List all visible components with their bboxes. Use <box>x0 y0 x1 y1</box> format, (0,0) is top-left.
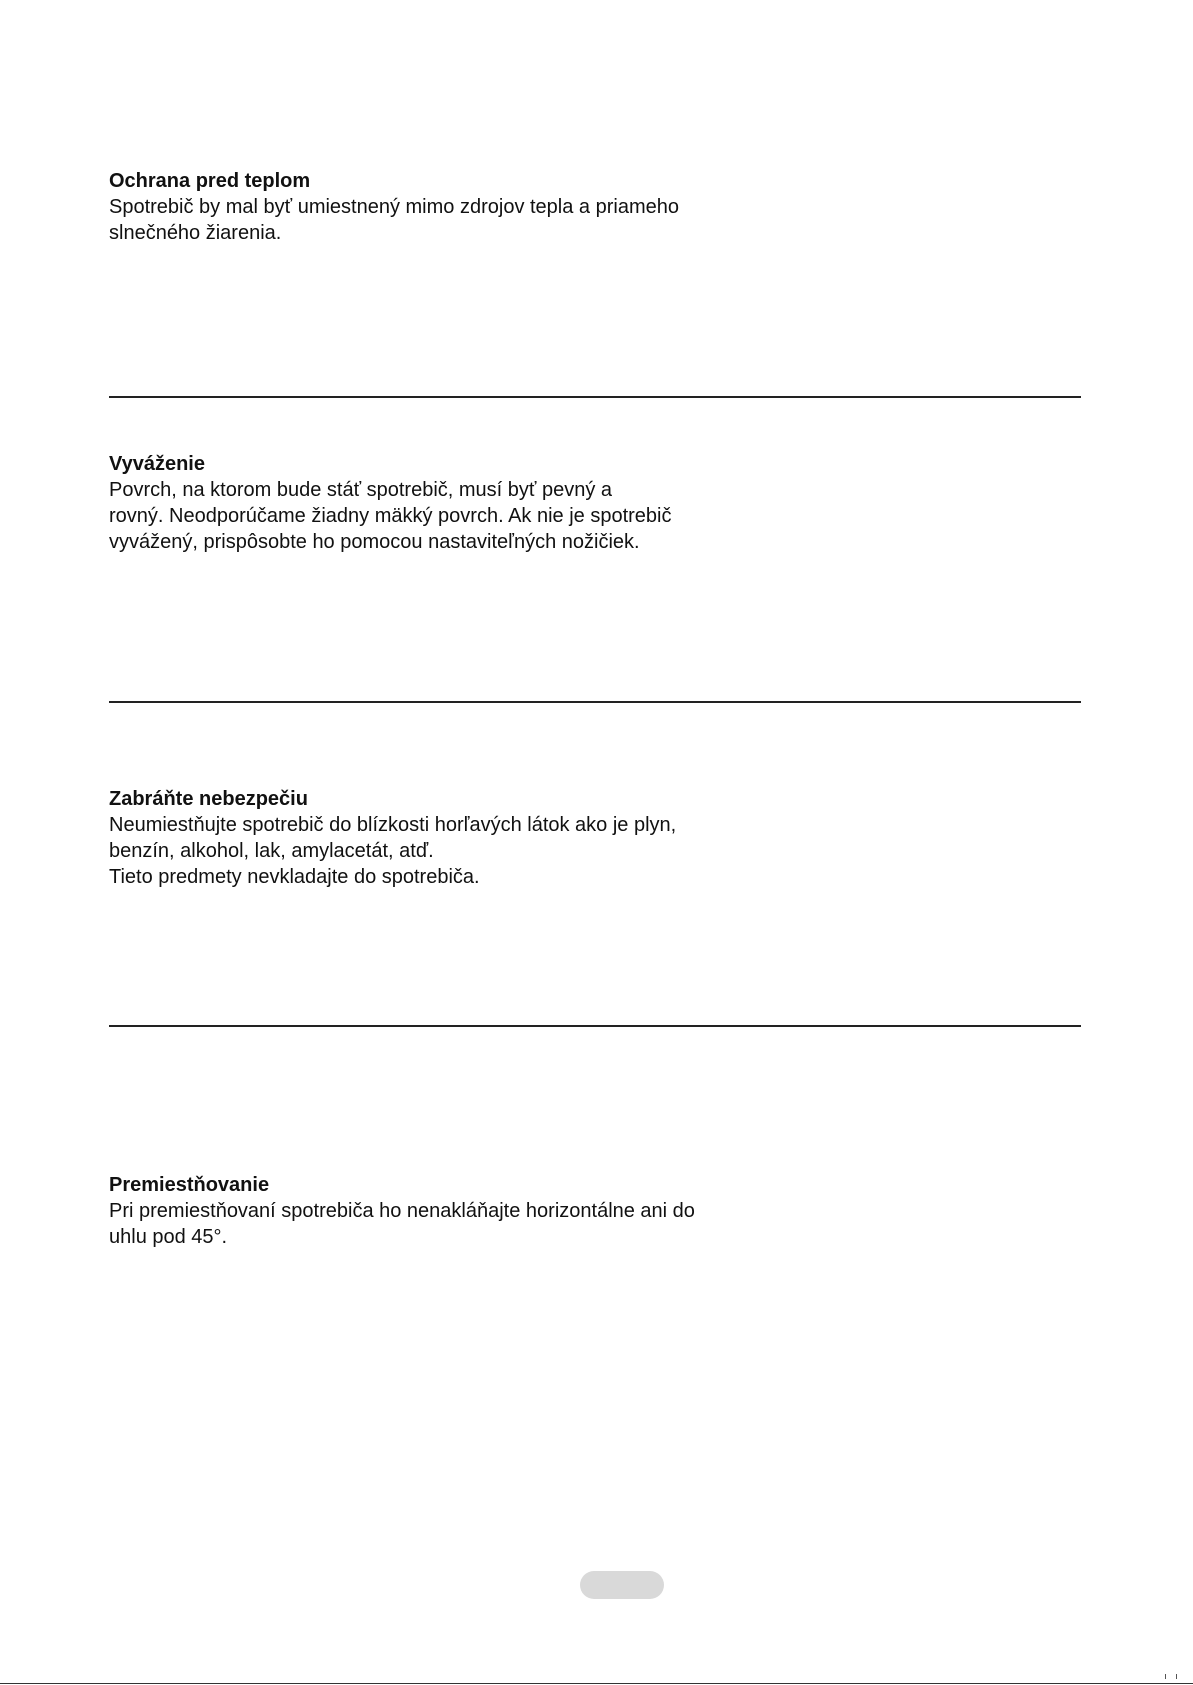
section-heading: Zabráňte nebezpečiu <box>109 788 308 810</box>
section-text-line: Neumiestňujte spotrebič do blízkosti horľavých látok ako je plyn, <box>109 814 677 836</box>
section-text-line: Tieto predmety nevkladajte do spotrebiča. <box>109 866 480 888</box>
section-text-line: vyvážený, prispôsobte ho pomocou nastaviteľných nožičiek. <box>109 531 640 553</box>
page-number-badge <box>580 1571 664 1599</box>
section-leveling <box>109 451 869 555</box>
section-text-line: slnečného žiarenia. <box>109 222 282 244</box>
section-divider <box>109 701 1081 703</box>
page-bottom-edge <box>0 1683 1193 1684</box>
section-avoid-danger <box>109 786 869 890</box>
section-heading: Premiestňovanie <box>109 1174 270 1196</box>
section-text-line: rovný. Neodporúčame žiadny mäkký povrch. Ak nie je spotrebič <box>109 505 672 527</box>
section-heading: Vyváženie <box>109 453 205 475</box>
section-divider <box>109 1025 1081 1027</box>
section-text-line: Povrch, na ktorom bude stáť spotrebič, musí byť pevný a <box>109 479 613 501</box>
section-heat-protection <box>109 168 869 246</box>
crop-mark-icon <box>1165 1674 1177 1679</box>
section-divider <box>109 396 1081 398</box>
section-heading: Ochrana pred teplom <box>109 170 311 192</box>
section-text-line: uhlu pod 45°. <box>109 1226 228 1248</box>
section-moving <box>109 1172 869 1250</box>
section-text-line: Pri premiestňovaní spotrebiča ho nenakláňajte horizontálne ani do <box>109 1200 695 1222</box>
section-text-line: Spotrebič by mal byť umiestnený mimo zdrojov tepla a priameho <box>109 196 679 218</box>
section-text-line: benzín, alkohol, lak, amylacetát, atď. <box>109 840 434 862</box>
